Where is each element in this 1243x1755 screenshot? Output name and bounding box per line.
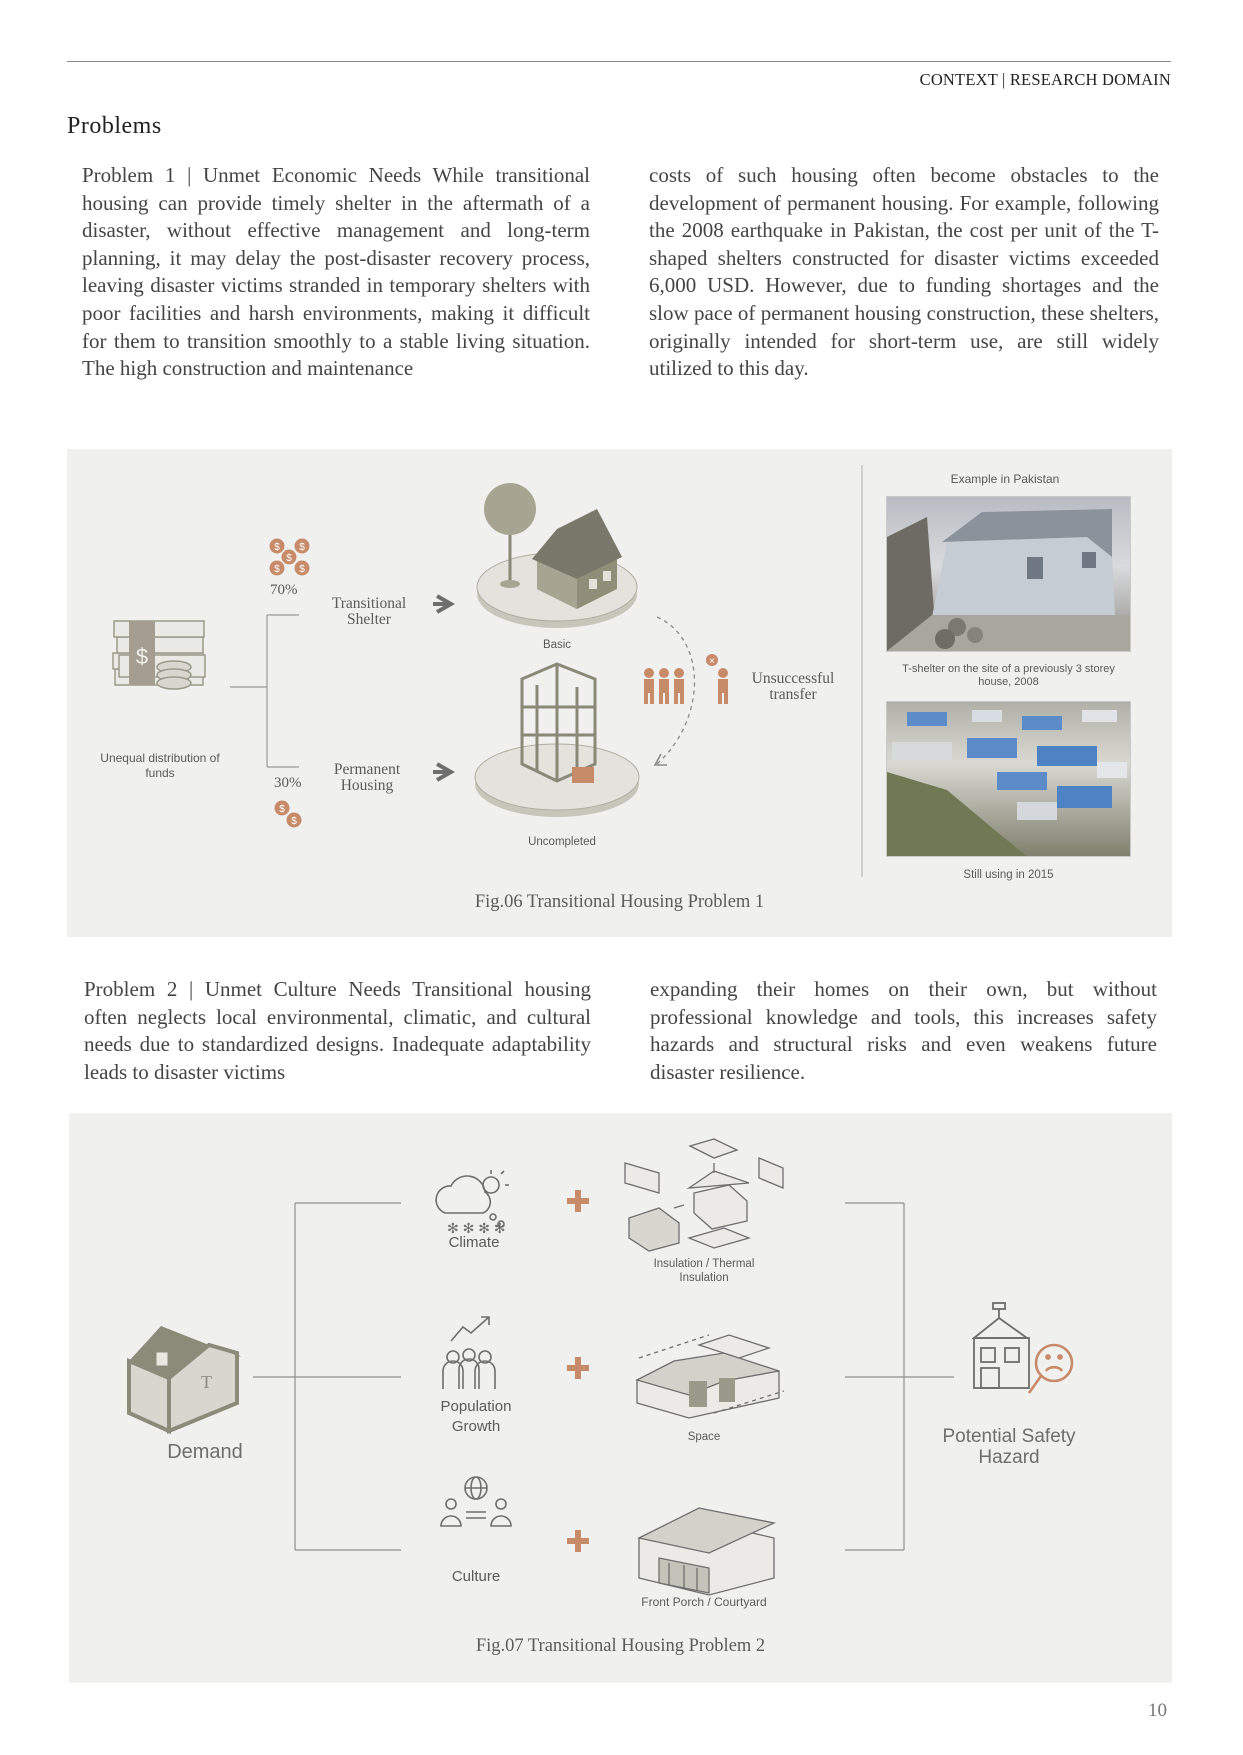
uncompleted-label: Uncompleted [528, 836, 596, 848]
culture-label: Culture [451, 1568, 501, 1585]
space-label: Space [687, 1431, 721, 1443]
svg-text:$: $ [286, 553, 292, 564]
demand-label: Demand [167, 1441, 243, 1463]
example-title: Example in Pakistan [950, 472, 1060, 486]
section-tag: CONTEXT | RESEARCH DOMAIN [919, 70, 1171, 89]
left-bracket [253, 1203, 401, 1550]
unsuccessful-transfer-label: Unsuccessful transfer [751, 670, 835, 703]
money-stack-icon [113, 621, 205, 689]
svg-text:$: $ [274, 564, 280, 575]
climate-icon [436, 1170, 509, 1236]
basic-label: Basic [542, 639, 572, 651]
funds-branch-lines [230, 615, 299, 767]
figure-07-caption: Fig.07 Transitional Housing Problem 2 [475, 1636, 766, 1656]
problem2-column2: expanding their homes on their own, but without professional knowledge and tools, this increases safety hazards and structural risks and even weakens future disaster resilience. [650, 977, 1157, 1084]
svg-text:$: $ [291, 816, 297, 827]
svg-text:×: × [709, 656, 715, 667]
header-rule [67, 61, 1171, 62]
culture-globe-icon [441, 1477, 511, 1526]
coins-30-icon [275, 801, 302, 828]
funds-label: Unequal distribution of funds [100, 751, 220, 780]
photo1-caption: T-shelter on the site of a previously 3 storey house, 2008 [902, 663, 1115, 688]
svg-text:$: $ [274, 542, 280, 553]
right-bracket [845, 1203, 954, 1550]
climate-label: Climate [448, 1234, 500, 1251]
svg-text:$: $ [279, 804, 285, 815]
svg-text:T: T [201, 1372, 212, 1392]
people-group-icon [644, 654, 728, 704]
page-number: 10 [1148, 1700, 1167, 1721]
photo-still-using-2015 [886, 701, 1131, 857]
insulation-label: Insulation / Thermal Insulation [653, 1258, 755, 1284]
plus-icons [567, 1190, 589, 1552]
svg-text:$: $ [299, 564, 305, 575]
courtyard-diagram-icon [639, 1508, 774, 1595]
pct-70-label: 70% [270, 582, 298, 598]
space-diagram-icon [637, 1335, 784, 1418]
figure-07-graphics [69, 1113, 1172, 1683]
demand-house-icon [129, 1326, 241, 1431]
figure-06-caption: Fig.06 Transitional Housing Problem 1 [474, 892, 765, 912]
front-porch-label: Front Porch / Courtyard [641, 1595, 767, 1609]
potential-safety-hazard-label: Potential Safety Hazard [942, 1426, 1076, 1468]
basic-house-icon [477, 483, 637, 628]
problem1-column2: costs of such housing often become obstacles to the development of permanent housing. For example, following the 2008 earthquake in Pakistan, the cost per unit of the T-shaped shelters constructed for disaster victims exceeded 6,000 USD. However, due to funding shortages and the slow pace of permanent housing construction, these shelters, originally intended for short-term use, are still widely utilized to this day. [649, 163, 1159, 381]
svg-text:$: $ [135, 644, 149, 669]
coins-70-icon [270, 539, 310, 576]
pct-30-label: 30% [274, 775, 302, 791]
sad-face-magnifier-icon [1029, 1345, 1072, 1393]
population-growth-icon [443, 1317, 495, 1389]
figure-07-panel [69, 1113, 1172, 1683]
photo-t-shelter-2008 [886, 496, 1131, 652]
svg-text:✻ ✻ ✻ ✻: ✻ ✻ ✻ ✻ [447, 1220, 506, 1236]
svg-text:$: $ [299, 542, 305, 553]
safety-hazard-icon [974, 1303, 1029, 1388]
population-growth-label: Population Growth [440, 1398, 512, 1435]
page-heading: Problems [67, 113, 162, 139]
transitional-shelter-label: Transitional Shelter [331, 595, 407, 628]
t-shelter-photo-graphic [887, 497, 1130, 651]
problem2-column1: Problem 2 | Unmet Culture Needs Transitional housing often neglects local environmental, climatic, and cultural needs due to standardized designs. Inadequate adaptability leads to disaster victims [84, 977, 591, 1084]
insulation-diagram-icon [625, 1139, 783, 1251]
photo2-caption: Still using in 2015 [963, 869, 1054, 881]
problem1-column1: Problem 1 | Unmet Economic Needs While transitional housing can provide timely shelter in the aftermath of a disaster, without effective management and long-term planning, it may delay the post-disaster recovery process, leaving disaster victims stranded in temporary shelters with poor facilities and harsh environments, making it difficult for them to transition smoothly to a stable living situation. The high construction and maintenance [82, 163, 590, 381]
figure-06-panel [67, 449, 1172, 937]
permanent-housing-label: Permanent Housing [333, 761, 401, 794]
uncompleted-building-icon [475, 664, 639, 817]
settlement-photo-graphic [887, 702, 1130, 856]
